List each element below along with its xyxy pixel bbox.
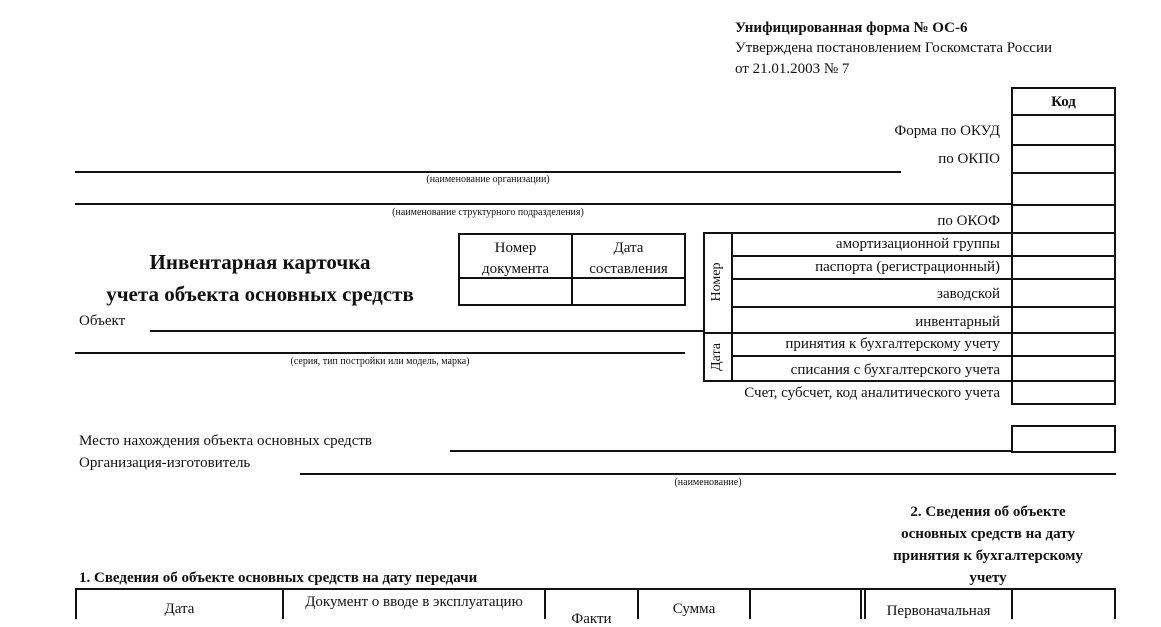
section2-title-line4: учету [969, 570, 1007, 586]
card-title-line1: Инвентарная карточка [149, 250, 371, 274]
number-vertical-label: Номер [709, 262, 724, 302]
bottom-table-top [75, 588, 1116, 590]
location-label: Место нахождения объекта основных средств [79, 433, 372, 449]
date-vertical-label: Дата [709, 343, 724, 371]
form-title: Унифицированная форма № ОС-6 [735, 20, 968, 36]
organization-line[interactable] [75, 171, 901, 173]
section2-title-line2: основных средств на дату [901, 526, 1075, 542]
col-document-header: Документ о вводе в эксплуатацию [305, 594, 523, 610]
code-header: Код [1051, 94, 1076, 110]
manufacturer-caption: (наименование) [674, 477, 742, 488]
division-caption: (наименование структурного подразделения) [392, 207, 584, 218]
doc-number-field[interactable] [463, 281, 567, 301]
col-fact-header: Факти [571, 611, 612, 627]
okof-label: по ОКОФ [937, 213, 1000, 229]
accepted-date-label: принятия к бухгалтерскому учету [785, 336, 1000, 352]
location-line[interactable] [450, 450, 1012, 452]
approved-line: Утверждена постановлением Госкомстата России [735, 40, 1053, 56]
manufacturer-label: Организация-изготовитель [79, 455, 251, 471]
writeoff-date-label: списания с бухгалтерского учета [790, 362, 1000, 378]
okof-code-field[interactable] [1016, 209, 1111, 229]
doc-number-label: Номер документа [481, 240, 550, 277]
manufacturer-line[interactable] [300, 473, 1116, 475]
doc-date-field[interactable] [577, 281, 681, 301]
okpo-code-field[interactable] [1016, 149, 1111, 169]
account-label: Счет, субсчет, код аналитического учета [744, 385, 1000, 401]
section1-title: 1. Сведения об объекте основных средств на дату передачи [79, 570, 478, 586]
inventory-number-label: инвентарный [915, 314, 1000, 330]
section2-title-line3: принятия к бухгалтерскому [893, 548, 1083, 564]
organization-caption: (наименование организации) [426, 174, 550, 185]
object-line[interactable] [150, 330, 703, 332]
col-date-header: Дата [164, 601, 195, 617]
object-model-line[interactable] [75, 352, 685, 354]
doc-date-label: Дата составления [589, 240, 668, 277]
okpo-label: по ОКПО [938, 151, 1000, 167]
location-code-box[interactable] [1011, 425, 1116, 453]
decree-date-line: от 21.01.2003 № 7 [735, 61, 850, 77]
factory-number-label: заводской [937, 286, 1000, 302]
okud-code-field[interactable] [1016, 120, 1111, 140]
division-line[interactable] [75, 203, 1011, 205]
object-label: Объект [79, 313, 126, 329]
account-code-field[interactable] [1016, 384, 1111, 402]
amortization-group-label: амортизационной группы [835, 236, 1000, 252]
section2-title-line1: 2. Сведения об объекте [910, 504, 1066, 520]
card-title-line2: учета объекта основных средств [106, 282, 414, 306]
object-caption: (серия, тип постройки или модель, марка) [290, 356, 470, 367]
passport-label: паспорта (регистрационный) [815, 259, 1000, 275]
col-initial-header: Первоначальная [886, 603, 991, 619]
col-sum-header: Сумма [672, 601, 716, 617]
okud-label: Форма по ОКУД [894, 123, 1000, 139]
